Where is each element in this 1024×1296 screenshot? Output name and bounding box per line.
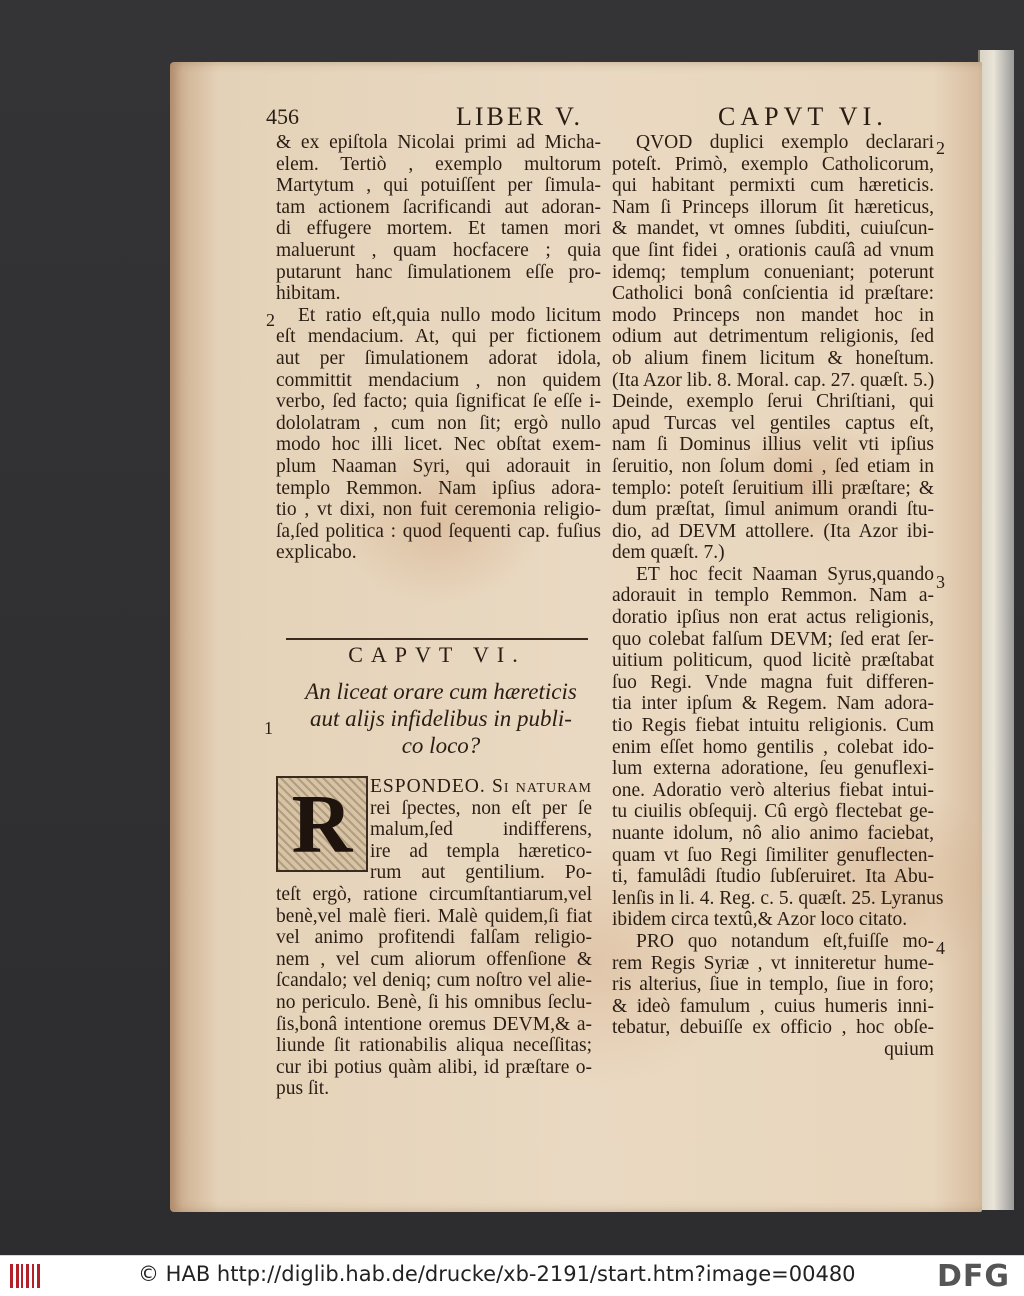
marginal-number: 3 bbox=[936, 572, 945, 592]
question-line: aut alijs infidelibus in publi- bbox=[310, 706, 572, 731]
running-chapter-label: CAPVT VI. bbox=[718, 102, 888, 131]
text-line: que ſint fidei , orationis cauſâ ad vnum bbox=[612, 239, 934, 261]
text-line: cur ibi potius quàm alibi, id præſtare o- bbox=[276, 1056, 592, 1078]
text-line: (Ita Azor lib. 8. Moral. cap. 27. quæſt. 5.) bbox=[612, 369, 935, 391]
text-line: ſa,ſed politica : quod ſequenti cap. fuſius bbox=[276, 520, 601, 542]
text-line: adorauit in templo Remmon. Nam a- bbox=[612, 585, 934, 607]
text-line: liunde ſit rationabilis aliqua neceſſitas; bbox=[276, 1035, 592, 1057]
text-line: ſeruitio, non ſolum domi , ſed etiam in bbox=[612, 455, 934, 477]
text-line: ſis,bonâ intentione oremus DEVM,& a- bbox=[276, 1013, 592, 1035]
text-line: one. Adoratio verò alterius fiebat intui- bbox=[612, 779, 934, 801]
text-line: enim eſſet homo gentilis , colebat ido- bbox=[612, 736, 934, 758]
text-line: pus ſit. bbox=[276, 1078, 330, 1100]
text-line: qui habitant permixti cum hæreticis. bbox=[612, 175, 934, 197]
text-line: & ideò famulum , cuius humeris inni- bbox=[612, 995, 934, 1017]
text-line: tebatur, debuiſſe ex officio , hoc obſe- bbox=[612, 1017, 934, 1039]
question-line: co loco? bbox=[401, 733, 481, 758]
text-line: tu ciuilis obſequij. Cû ergò flectebat ge- bbox=[612, 801, 934, 823]
text-line: malum,ſed indifferens, bbox=[370, 819, 592, 841]
text-line: ſcandalo; vel deniq; cum noſtro vel alie- bbox=[276, 970, 592, 992]
chapter-rule bbox=[286, 638, 588, 640]
next-page-edge bbox=[978, 50, 1014, 1210]
decorated-initial: R bbox=[276, 776, 368, 872]
book-label: LIBER V. bbox=[456, 102, 584, 131]
answer-body bbox=[276, 884, 592, 1100]
text-line: uitium politicum, quod licitè præſtabat bbox=[612, 650, 934, 672]
text-line: ris alterius, ſiue in templo, ſiue in foro; bbox=[612, 974, 934, 996]
marginal-number: 2 bbox=[936, 138, 945, 158]
text-line: templo Remmon. Nam ipſius adora- bbox=[276, 477, 601, 499]
question-line: An liceat orare cum hæreticis bbox=[305, 679, 577, 704]
text-line: templo: poteſt ſeruitium illi præſtare; & bbox=[612, 477, 934, 499]
text-line: lenſis in li. 4. Reg. c. 5. quæſt. 25. Lyranus bbox=[612, 887, 944, 909]
text-line: benè,vel malè fieri. Malè quidem,ſi fiat bbox=[276, 905, 592, 927]
text-line: quam vt ſuo Regi ſimiliter genuflecten- bbox=[612, 844, 934, 866]
text-line: Catholici bonâ conſcientia id præſtare: bbox=[612, 283, 934, 305]
text-line: Deinde, exemplo ſerui Chriſtiani, qui bbox=[612, 391, 934, 413]
text-line: hibitam. bbox=[276, 283, 341, 305]
text-line: ti, famulâdi ſtudio ſubſeruiret. Ita Abu- bbox=[612, 866, 934, 888]
text-line: tia inter ipſum & Regem. Nam adora- bbox=[612, 693, 934, 715]
text-line: ibidem circa textû,& Azor loco citato. bbox=[612, 909, 908, 931]
marginal-number: 4 bbox=[936, 938, 945, 958]
text-line: idemq; templum conueniant; poterunt bbox=[612, 261, 934, 283]
text-line: ſuo Regi. Vnde magna fuit differen- bbox=[612, 671, 934, 693]
marginal-number: 2 bbox=[266, 310, 275, 330]
text-line: Nam ſi Princeps illorum ſit hæreticus, bbox=[612, 196, 934, 218]
text-line: elem. Tertiò , exemplo multorum bbox=[276, 153, 601, 175]
right-column-text bbox=[612, 132, 944, 1061]
text-line: PRO quo notandum eſt,fuiſſe mo- bbox=[636, 930, 934, 952]
text-line: Et ratio eſt,quia nullo modo licitum bbox=[298, 304, 601, 326]
marginal-number: 1 bbox=[264, 718, 273, 738]
text-line: quo colebat falſum DEVM; ſed erat ſer- bbox=[612, 628, 934, 650]
answer-opening bbox=[370, 776, 592, 884]
chapter-heading: CAPVT VI. bbox=[348, 642, 526, 667]
text-line: rem Regis Syriæ , vt inniteretur hume- bbox=[612, 952, 934, 974]
text-line: modo Princeps non mandet hoc in bbox=[612, 304, 934, 326]
text-line: teſt ergò, ratione circumſtantiarum,vel bbox=[276, 884, 592, 905]
text-line: nuante idolum, nô alio animo faciebat, bbox=[612, 823, 934, 844]
hab-barcode-logo-icon bbox=[8, 1260, 44, 1292]
text-line: ET hoc fecit Naaman Syrus,quando bbox=[636, 563, 934, 585]
text-line: vel animo profitendi falſam religio- bbox=[276, 927, 592, 949]
viewer-footer bbox=[0, 1255, 1024, 1296]
text-line: Martytum , qui potuiſſent per ſimula- bbox=[276, 175, 601, 197]
text-line: aut per ſimulationem adorat idola, bbox=[276, 347, 601, 369]
text-line: ob alium finem licitum & honeſtum. bbox=[612, 347, 934, 369]
text-line: doratio ipſius non erat actus religionis, bbox=[612, 607, 934, 629]
text-line: & mandet, vt omnes ſubditi, cuiuſcun- bbox=[612, 218, 934, 240]
text-line: explicabo. bbox=[276, 542, 357, 564]
text-line: modo hoc illi licet. Nec obſtat exem- bbox=[276, 434, 601, 456]
text-line: nem , vel cum aliorum offenſione & bbox=[276, 948, 592, 970]
text-line: dololatram , cum non ſit; ergò nullo bbox=[276, 412, 601, 434]
text-line: odium aut detrimentum religionis, ſed bbox=[612, 326, 934, 348]
text-line: nam ſi Dominus illius velit vti ipſius bbox=[612, 434, 934, 456]
text-line: di effugere mortem. Et tamen mori bbox=[276, 218, 601, 240]
text-line: ESPONDEO. Si naturam bbox=[370, 776, 592, 797]
text-line: & ex epiſtola Nicolai primi ad Micha- bbox=[276, 132, 601, 153]
copyright-url[interactable]: © HAB http://diglib.hab.de/drucke/xb-2191/start.htm?image=00480 bbox=[138, 1262, 856, 1286]
chapter-question bbox=[280, 678, 602, 759]
text-line: plum Naaman Syri, qui adorauit in bbox=[276, 455, 601, 477]
text-line: no periculo. Benè, ſi his omnibus ſeclu- bbox=[276, 991, 592, 1013]
text-line: maluerunt , quam hocfacere ; quia bbox=[276, 239, 601, 261]
text-line: dio, ad DEVM attollere. (Ita Azor ibi- bbox=[612, 520, 934, 542]
text-line: QVOD duplici exemplo declarari bbox=[636, 132, 934, 153]
text-line: poteſt. Primò, exemplo Catholicorum, bbox=[612, 153, 934, 175]
text-line: dum præſtat, ſimul animum orandi ſtu- bbox=[612, 499, 934, 521]
left-column-text bbox=[276, 132, 601, 564]
text-line: dem quæſt. 7.) bbox=[612, 542, 725, 564]
catchword: quium bbox=[884, 1038, 934, 1060]
text-line: apud Turcas vel gentiles captus eſt, bbox=[612, 412, 934, 434]
text-line: verbo, ſed facto; quia ſignificat ſe eſſe i- bbox=[276, 391, 601, 413]
text-line: tam actionem ſacrificandi aut adoran- bbox=[276, 196, 601, 218]
page-number: 456 bbox=[266, 104, 299, 129]
text-line: eſt mendacium. At, qui per fictionem bbox=[276, 326, 601, 348]
text-line: lum externa adoratione, ſeu genuflexi- bbox=[612, 758, 934, 780]
text-line: ire ad templa hæretico- bbox=[370, 840, 592, 862]
text-line: tio Regis fiebat intuitu religionis. Cum bbox=[612, 715, 934, 737]
text-line: rum aut gentilium. Po- bbox=[370, 862, 592, 884]
book-page bbox=[170, 62, 982, 1212]
text-line: putarunt hanc ſimulationem eſſe pro- bbox=[276, 261, 601, 283]
text-line: rei ſpectes, non eſt per ſe bbox=[370, 797, 592, 819]
dfg-logo: DFG bbox=[936, 1259, 1010, 1294]
text-line: committit mendacium , non quidem bbox=[276, 369, 601, 391]
text-line: tio , vt dixi, non fuit ceremonia religio- bbox=[276, 499, 601, 521]
